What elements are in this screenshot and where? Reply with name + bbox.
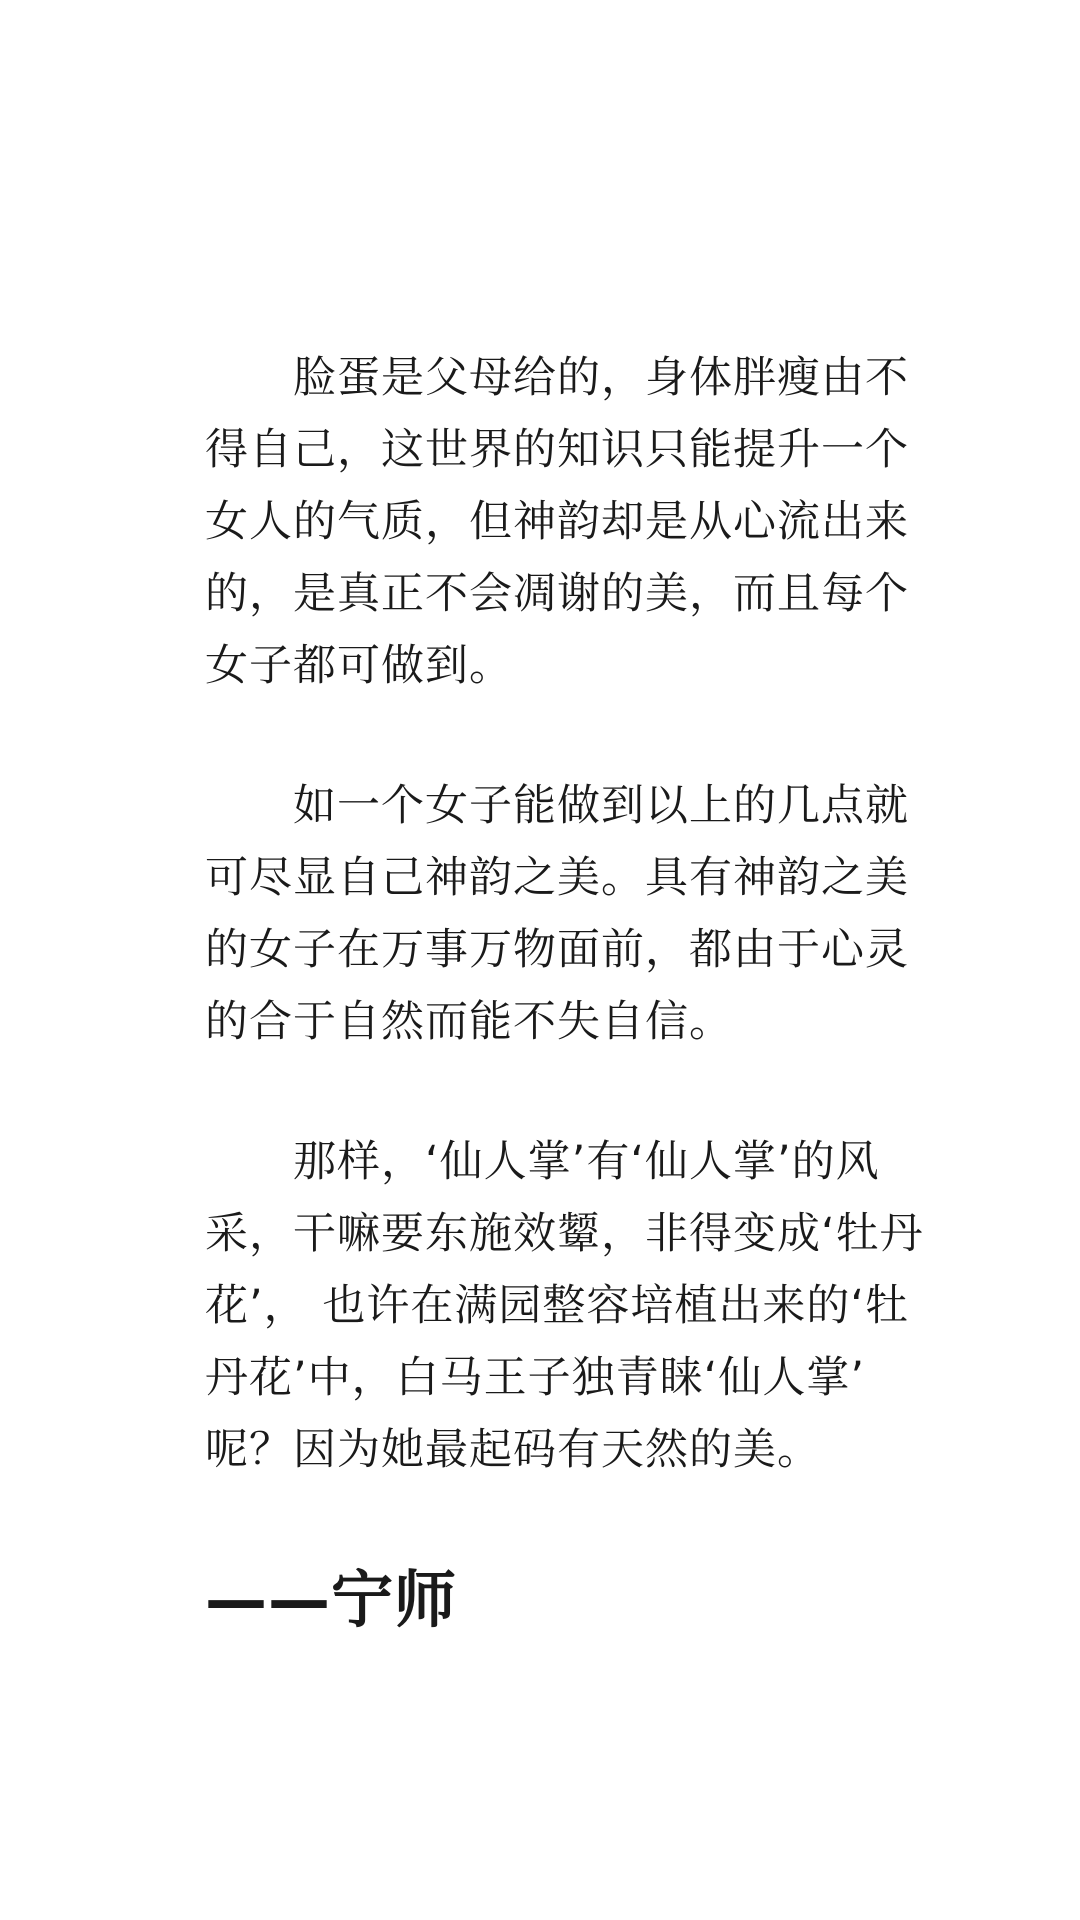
paragraph-1-line-4: 的，是真正不会凋谢的美，而且每个 [205, 569, 909, 619]
paragraph-3-line-4: 丹花’中，白马王子独青睐‘仙人掌’ [205, 1353, 866, 1403]
paragraph-2-line-3: 的女子在万事万物面前，都由于心灵 [205, 925, 909, 975]
paragraph-1-line-5: 女子都可做到。 [205, 641, 513, 691]
paragraph-3-line-5: 呢？因为她最起码有天然的美。 [205, 1425, 821, 1475]
paragraph-3-line-1: 那样，‘仙人掌’有‘仙人掌’的风 [205, 1137, 880, 1187]
paragraph-1-line-2: 得自己，这世界的知识只能提升一个 [205, 425, 909, 475]
paragraph-3-line-3: 花’， 也许在满园整容培植出来的‘牡 [205, 1281, 910, 1331]
paragraph-1-line-3: 女人的气质，但神韵却是从心流出来 [205, 497, 909, 547]
paragraph-3-line-2: 采，干嘛要东施效颦，非得变成‘牡丹 [205, 1209, 924, 1259]
paragraph-2-line-2: 可尽显自己神韵之美。具有神韵之美 [205, 853, 909, 903]
author-signature: ——宁师 [205, 1563, 458, 1636]
paragraph-1-line-1: 脸蛋是父母给的，身体胖瘦由不 [205, 353, 909, 403]
paragraph-2-line-1: 如一个女子能做到以上的几点就 [205, 781, 909, 831]
paragraph-2-line-4: 的合于自然而能不失自信。 [205, 997, 733, 1047]
